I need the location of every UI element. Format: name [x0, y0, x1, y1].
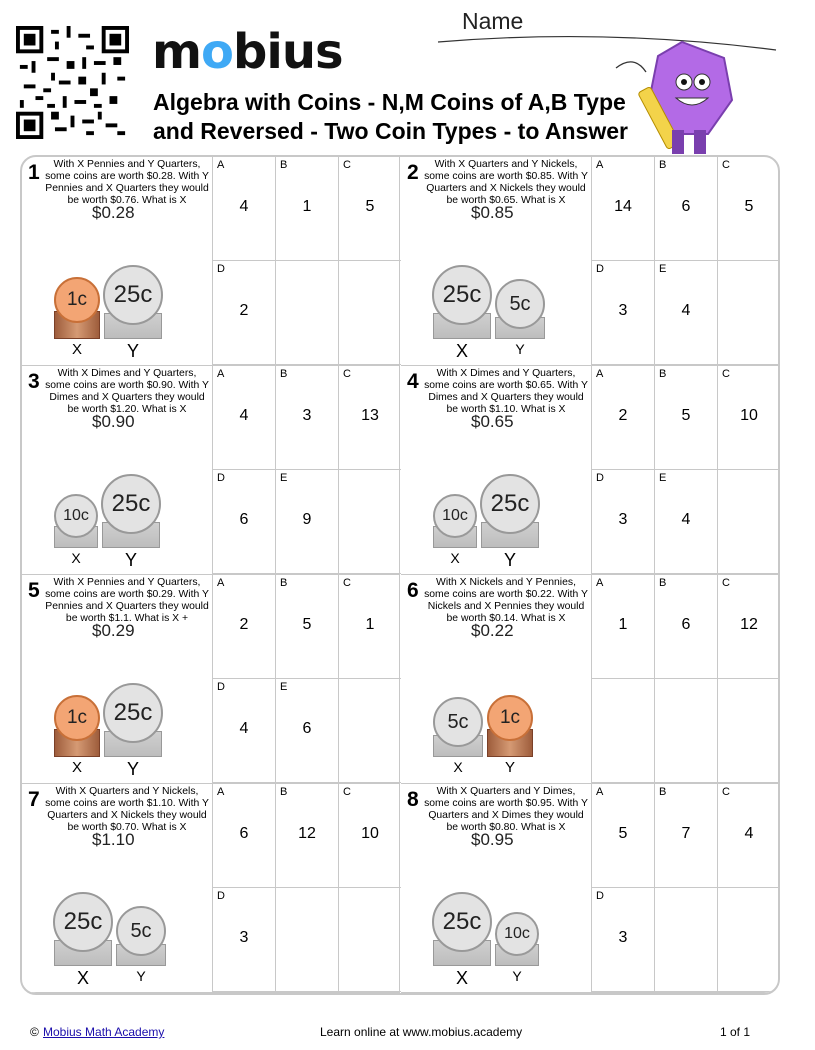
coin-variable-label: Y	[126, 341, 139, 361]
answer-cell[interactable]	[338, 575, 401, 679]
problem-card	[401, 366, 779, 575]
answer-cell[interactable]	[717, 157, 780, 261]
answer-value: 14	[614, 198, 632, 215]
answer-letter: C	[722, 577, 730, 589]
answer-value: 5	[618, 825, 628, 842]
worksheet-title: Algebra with Coins - N,M Coins of A,B Type and Reversed - Two Coin Types - to Answer	[153, 89, 628, 144]
qr-code	[16, 26, 129, 139]
coin-icon: 10c	[54, 494, 98, 538]
coin-total-amount: $0.90	[92, 412, 135, 431]
answer-value: 6	[302, 720, 312, 737]
coin-icon: 1c	[487, 695, 533, 741]
answer-letter: D	[217, 681, 225, 693]
answer-letter: C	[343, 159, 351, 171]
answer-letter: D	[596, 890, 604, 902]
answer-cell	[338, 888, 401, 992]
problem-number: 5	[28, 579, 40, 602]
answer-choices	[212, 784, 400, 992]
answer-value: 4	[744, 825, 754, 842]
answer-cell[interactable]	[338, 784, 401, 888]
answer-value: 4	[681, 511, 691, 528]
answer-cell[interactable]	[591, 470, 654, 574]
coin-variable-label: X	[71, 759, 82, 776]
answer-letter: A	[596, 577, 604, 589]
answer-cell[interactable]	[212, 157, 275, 261]
problem-number: 6	[407, 579, 419, 602]
question-text: With X Pennies and Y Quarters, some coins are worth $0.28. With Y Pennies and X Quarters they would be worth $0.76. What is X	[45, 159, 209, 206]
coin-variable-label: Y	[515, 341, 525, 357]
coin-icon: 10c	[433, 494, 477, 538]
academy-link[interactable]: Mobius Math Academy	[43, 1025, 165, 1039]
problem-number: 7	[28, 788, 40, 811]
answer-cell[interactable]	[654, 470, 717, 574]
coin-variable-label: Y	[512, 968, 522, 984]
question-text: With X Nickels and Y Pennies, some coins are worth $0.22. With Y Nickels and X Pennies they would be worth $0.14. What is X	[424, 577, 588, 624]
answer-cell	[338, 470, 401, 574]
page-number: 1 of 1	[720, 1025, 751, 1039]
answer-letter: C	[722, 786, 730, 798]
answer-value: 5	[365, 198, 375, 215]
answer-letter: D	[596, 472, 604, 484]
coin-total-amount: $0.29	[92, 621, 135, 640]
answer-cell	[275, 888, 338, 992]
answer-choices	[212, 157, 400, 365]
problem-card	[22, 157, 400, 366]
answer-value: 3	[239, 929, 249, 946]
answer-value: 10	[740, 407, 758, 424]
coin-icon: 5c	[433, 697, 483, 747]
coin-variable-label: X	[71, 550, 81, 566]
answer-value: 4	[239, 720, 249, 737]
coin-variable-label: X	[455, 341, 468, 361]
coin-icon: 5c	[116, 906, 166, 956]
answer-letter: E	[280, 681, 288, 693]
answer-choices	[212, 575, 400, 783]
answer-cell	[654, 888, 717, 992]
problem-number: 1	[28, 161, 40, 184]
answer-cell[interactable]	[591, 366, 654, 470]
coin-variable-label: Y	[504, 759, 515, 776]
problem-card	[401, 575, 779, 784]
answer-value: 4	[681, 302, 691, 319]
coin-icon: 25c	[480, 474, 540, 534]
answer-letter: A	[596, 786, 604, 798]
coin-icon: 25c	[103, 683, 163, 743]
answer-cell	[717, 888, 780, 992]
copyright-symbol: ©	[30, 1025, 39, 1039]
answer-cell[interactable]	[275, 784, 338, 888]
answer-choices	[591, 366, 779, 574]
answer-cell	[338, 261, 401, 365]
answer-cell[interactable]	[338, 157, 401, 261]
answer-cell[interactable]	[338, 366, 401, 470]
answer-value: 7	[681, 825, 691, 842]
answer-cell[interactable]	[591, 888, 654, 992]
question-text: With X Quarters and Y Nickels, some coins are worth $0.85. With Y Quarters and X Nickels they would be worth $0.65. What is X	[424, 159, 588, 206]
question-text: With X Pennies and Y Quarters, some coins are worth $0.29. With Y Pennies and X Quarters they would be worth $1.1. What is X +	[45, 577, 209, 624]
answer-value: 1	[302, 198, 312, 215]
answer-letter: C	[722, 159, 730, 171]
answer-value: 3	[302, 407, 312, 424]
coin-icon: 25c	[103, 265, 163, 325]
coin-icon: 1c	[54, 695, 100, 741]
answer-letter: A	[217, 368, 225, 380]
problem-number: 8	[407, 788, 419, 811]
answer-cell[interactable]	[275, 679, 338, 783]
answer-letter: B	[659, 786, 667, 798]
coin-variable-label: Y	[136, 968, 146, 984]
question-text: With X Dimes and Y Quarters, some coins are worth $0.90. With Y Dimes and X Quarters they would be worth $1.20. What is X	[45, 368, 209, 415]
coin-total-amount: $0.85	[471, 203, 514, 222]
answer-letter: E	[659, 472, 667, 484]
answer-value: 9	[302, 511, 312, 528]
answer-cell[interactable]	[212, 366, 275, 470]
coin-total-amount: $0.65	[471, 412, 514, 431]
answer-value: 12	[298, 825, 316, 842]
answer-cell[interactable]	[654, 575, 717, 679]
answer-value: 6	[681, 198, 691, 215]
coin-total-amount: $0.95	[471, 830, 514, 849]
problem-number: 4	[407, 370, 419, 393]
answer-value: 6	[681, 616, 691, 633]
answer-choices	[212, 366, 400, 574]
coin-icon: 25c	[432, 265, 492, 325]
problem-card	[22, 784, 400, 993]
coin-total-amount: $0.28	[92, 203, 135, 222]
answer-letter: A	[217, 577, 225, 589]
answer-letter: C	[722, 368, 730, 380]
question-text: With X Quarters and Y Dimes, some coins are worth $0.95. With Y Quarters and X Dimes they would be worth $0.80. What is X	[424, 786, 588, 833]
answer-letter: B	[280, 786, 288, 798]
answer-letter: C	[343, 786, 351, 798]
answer-value: 4	[239, 407, 249, 424]
answer-value: 3	[618, 929, 628, 946]
answer-cell[interactable]	[275, 157, 338, 261]
answer-value: 12	[740, 616, 758, 633]
name-label: Name	[462, 8, 524, 34]
answer-choices	[591, 784, 779, 992]
answer-letter: D	[217, 263, 225, 275]
answer-cell[interactable]	[275, 470, 338, 574]
coin-variable-label: X	[455, 968, 468, 988]
answer-cell[interactable]	[717, 366, 780, 470]
answer-cell[interactable]	[717, 575, 780, 679]
coin-icon: 25c	[101, 474, 161, 534]
answer-value: 5	[744, 198, 754, 215]
answer-cell	[717, 470, 780, 574]
coin-variable-label: X	[71, 341, 82, 358]
answer-value: 3	[618, 511, 628, 528]
logo-text: mobius	[152, 24, 343, 80]
answer-value: 4	[239, 198, 249, 215]
answer-letter: A	[596, 368, 604, 380]
problem-card	[401, 784, 779, 993]
answer-letter: A	[217, 159, 225, 171]
answer-cell[interactable]	[275, 575, 338, 679]
answer-cell	[338, 679, 401, 783]
answer-letter: A	[596, 159, 604, 171]
problem-card	[22, 575, 400, 784]
answer-value: 6	[239, 825, 249, 842]
answer-letter: B	[280, 368, 288, 380]
mascot-icon	[612, 38, 752, 156]
answer-cell[interactable]	[591, 784, 654, 888]
answer-letter: B	[659, 159, 667, 171]
answer-cell[interactable]	[654, 366, 717, 470]
answer-letter: E	[659, 263, 667, 275]
answer-letter: B	[280, 159, 288, 171]
coin-variable-label: Y	[124, 550, 137, 570]
question-text: With X Quarters and Y Nickels, some coins are worth $1.10. With Y Quarters and X Nickels they would be worth $0.70. What is X	[45, 786, 209, 833]
answer-value: 13	[361, 407, 379, 424]
mobius-logo	[152, 24, 343, 80]
answer-letter: D	[596, 263, 604, 275]
coin-total-amount: $1.10	[92, 830, 135, 849]
problem-number: 3	[28, 370, 40, 393]
answer-value: 2	[618, 407, 628, 424]
answer-cell[interactable]	[212, 575, 275, 679]
coin-variable-label: Y	[503, 550, 516, 570]
answer-cell[interactable]	[717, 784, 780, 888]
answer-value: 5	[681, 407, 691, 424]
answer-value: 2	[239, 616, 249, 633]
coin-icon: 1c	[54, 277, 100, 323]
answer-letter: C	[343, 368, 351, 380]
coin-variable-label: Y	[126, 759, 139, 779]
answer-cell[interactable]	[591, 261, 654, 365]
coin-icon: 25c	[432, 892, 492, 952]
answer-cell[interactable]	[212, 888, 275, 992]
answer-choices	[591, 157, 779, 365]
answer-choices	[591, 575, 779, 783]
answer-letter: B	[280, 577, 288, 589]
answer-letter: D	[217, 472, 225, 484]
answer-cell	[654, 679, 717, 783]
answer-value: 1	[618, 616, 628, 633]
coin-variable-label: X	[76, 968, 89, 988]
answer-cell	[717, 261, 780, 365]
answer-cell	[275, 261, 338, 365]
coin-variable-label: X	[450, 550, 460, 566]
answer-letter: D	[217, 890, 225, 902]
answer-cell[interactable]	[591, 157, 654, 261]
answer-letter: B	[659, 577, 667, 589]
answer-letter: C	[343, 577, 351, 589]
answer-cell	[717, 679, 780, 783]
problem-card	[22, 366, 400, 575]
problem-grid	[20, 155, 780, 995]
answer-cell[interactable]	[654, 261, 717, 365]
answer-cell[interactable]	[212, 470, 275, 574]
coin-total-amount: $0.22	[471, 621, 514, 640]
answer-value: 5	[302, 616, 312, 633]
answer-cell[interactable]	[654, 784, 717, 888]
answer-cell	[591, 679, 654, 783]
answer-cell[interactable]	[212, 784, 275, 888]
coin-variable-label: X	[453, 759, 463, 775]
answer-cell[interactable]	[212, 679, 275, 783]
footer-url: Learn online at www.mobius.academy	[320, 1025, 523, 1039]
answer-cell[interactable]	[275, 366, 338, 470]
answer-value: 1	[365, 616, 375, 633]
answer-cell[interactable]	[212, 261, 275, 365]
answer-cell[interactable]	[654, 157, 717, 261]
answer-cell[interactable]	[591, 575, 654, 679]
coin-icon: 5c	[495, 279, 545, 329]
problem-card	[401, 157, 779, 366]
answer-value: 2	[239, 302, 249, 319]
answer-value: 10	[361, 825, 379, 842]
answer-letter: E	[280, 472, 288, 484]
answer-value: 3	[618, 302, 628, 319]
answer-value: 6	[239, 511, 249, 528]
coin-icon: 10c	[495, 912, 539, 956]
question-text: With X Dimes and Y Quarters, some coins are worth $0.65. With Y Dimes and X Quarters they would be worth $1.10. What is X	[424, 368, 588, 415]
coin-icon: 25c	[53, 892, 113, 952]
answer-letter: A	[217, 786, 225, 798]
answer-letter: B	[659, 368, 667, 380]
problem-number: 2	[407, 161, 419, 184]
